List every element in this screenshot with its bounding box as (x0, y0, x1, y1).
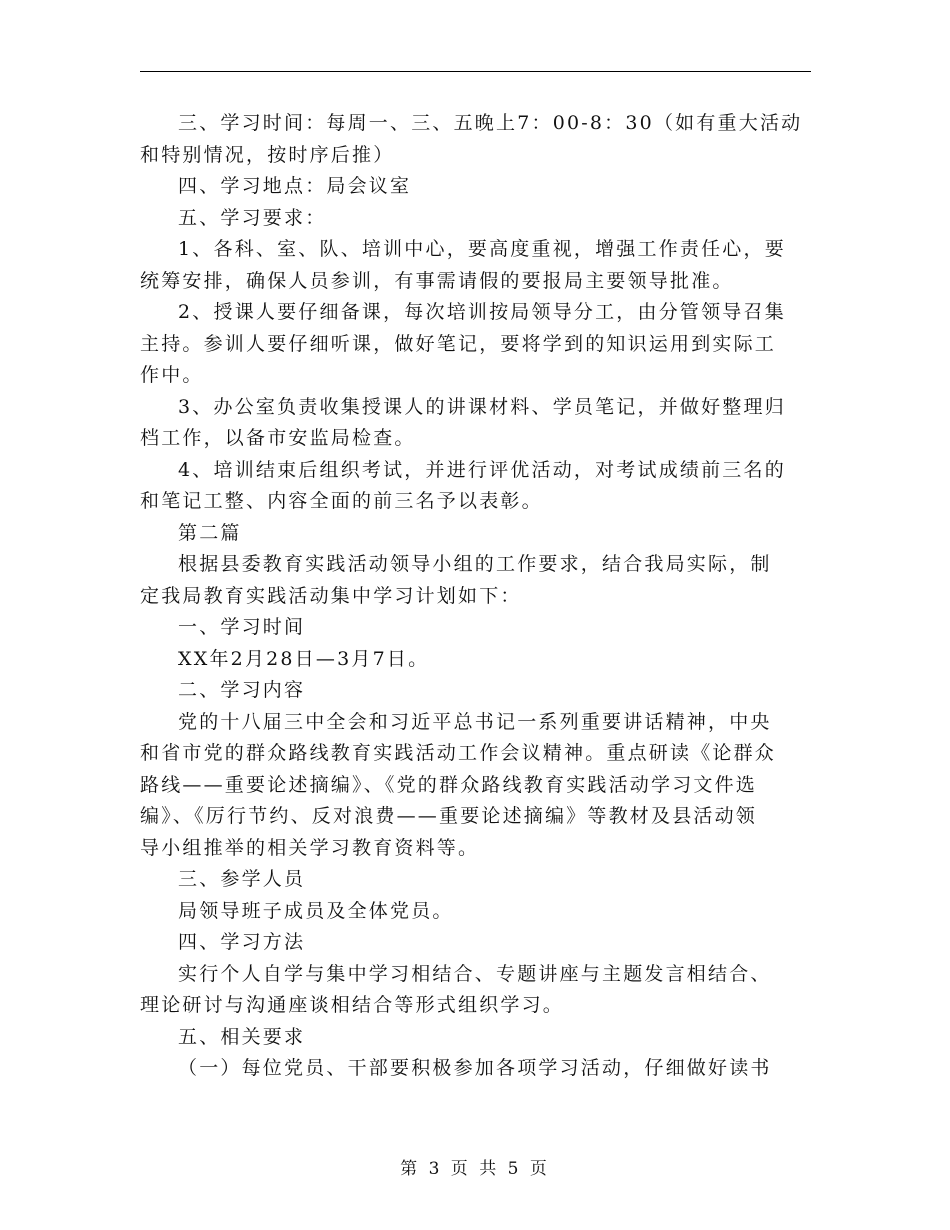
text-line: 和笔记工整、内容全面的前三名予以表彰。 (140, 490, 543, 512)
text-line: 四、学习方法 (178, 931, 306, 953)
text-line: （一）每位党员、干部要积极参加各项学习活动，仔细做好读书 (178, 1057, 772, 1079)
text-line: 档工作，以备市安监局检查。 (140, 427, 416, 449)
text-line: 1、各科、室、队、培训中心，要高度重视，增强工作责任心，要 (178, 238, 786, 260)
paragraph (140, 896, 811, 928)
paragraph (140, 549, 811, 612)
text-line: 2、授课人要仔细备课，每次培训按局领导分工，由分管领导召集 (178, 301, 786, 323)
paragraph (140, 959, 811, 1022)
document-body (140, 108, 811, 1085)
paragraph (140, 203, 811, 235)
text-line: 3、办公室负责收集授课人的讲课材料、学员笔记，并做好整理归 (178, 395, 786, 418)
paragraph (140, 455, 811, 518)
text-line: 统筹安排，确保人员参训，有事需请假的要报局主要领导批准。 (140, 269, 734, 292)
text-line: 和特别情况，按时序后推） (140, 143, 395, 166)
paragraph (140, 392, 811, 455)
paragraph (140, 108, 811, 171)
paragraph (140, 612, 811, 644)
text-line: 五、学习要求： (178, 206, 327, 229)
text-line: 主持。参训人要仔细听课，做好笔记，要将学到的知识运用到实际工 (140, 332, 777, 355)
paragraph (140, 927, 811, 959)
text-line: 编》、《厉行节约、反对浪费——重要论述摘编》等教材及县活动领 (140, 805, 758, 827)
text-line: 局领导班子成员及全体党员。 (178, 899, 454, 922)
paragraph (140, 234, 811, 297)
text-line: 和省市党的群众路线教育实践活动工作会议精神。重点研读《论群众 (140, 742, 777, 764)
text-line: 理论研讨与沟通座谈相结合等形式组织学习。 (140, 994, 565, 1016)
paragraph (140, 1022, 811, 1054)
paragraph (140, 297, 811, 392)
paragraph (140, 171, 811, 203)
text-line: 根据县委教育实践活动领导小组的工作要求，结合我局实际，制 (178, 553, 772, 575)
text-line: 党的十八届三中全会和习近平总书记一系列重要讲话精神，中央 (178, 710, 772, 733)
paragraph (140, 864, 811, 896)
header-rule (140, 71, 811, 72)
text-line: 四、学习地点：局会议室 (178, 175, 412, 197)
text-line: 定我局教育实践活动集中学习计划如下： (140, 584, 522, 607)
text-line: XX年2月28日—3月7日。 (178, 647, 430, 670)
text-line: 作中。 (140, 364, 204, 386)
text-line: 导小组推举的相关学习教育资料等。 (140, 836, 480, 859)
text-line: 一、学习时间 (178, 616, 306, 638)
page-footer: 第 3 页 共 5 页 (400, 1159, 550, 1179)
text-line: 五、相关要求 (178, 1025, 306, 1048)
text-line: 三、参学人员 (178, 868, 306, 890)
paragraph (140, 675, 811, 707)
paragraph (140, 518, 811, 550)
text-line: 三、学习时间：每周一、三、五晚上7：00-8：30（如有重大活动 (178, 112, 803, 134)
text-line: 实行个人自学与集中学习相结合、专题讲座与主题发言相结合、 (178, 962, 772, 985)
text-line: 路线——重要论述摘编》、《党的群众路线教育实践活动学习文件选 (140, 773, 758, 796)
text-line: 第二篇 (178, 521, 242, 544)
text-line: 二、学习内容 (178, 679, 306, 701)
paragraph (140, 1053, 811, 1085)
paragraph (140, 707, 811, 865)
text-line: 4、培训结束后组织考试，并进行评优活动，对考试成绩前三名的 (178, 458, 786, 481)
paragraph (140, 644, 811, 676)
